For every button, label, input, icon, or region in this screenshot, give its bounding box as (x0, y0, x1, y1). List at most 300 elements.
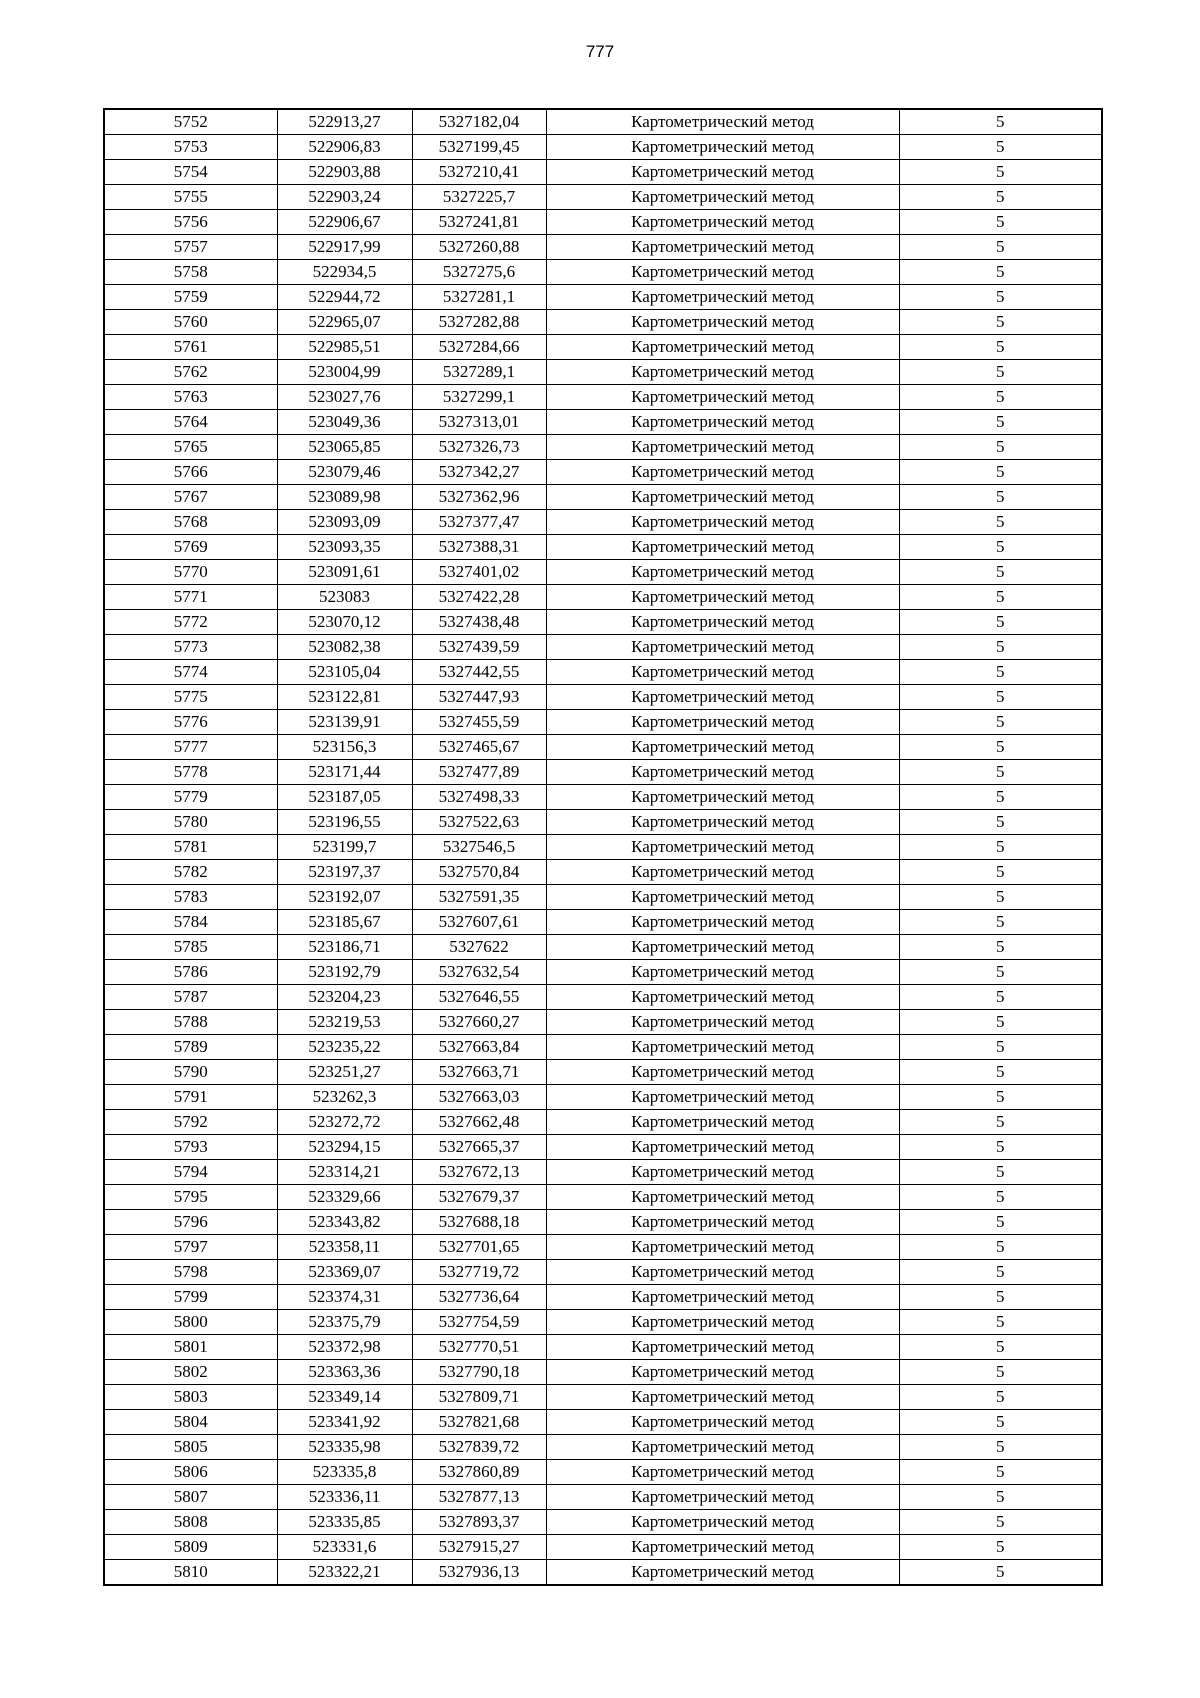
accuracy-cell: 5 (899, 710, 1102, 735)
y-coordinate-cell: 5327284,66 (412, 335, 546, 360)
method-cell: Картометрический метод (546, 1185, 899, 1210)
x-coordinate-cell: 523185,67 (277, 910, 412, 935)
accuracy-cell: 5 (899, 109, 1102, 135)
table-row (104, 1385, 1102, 1410)
method-cell: Картометрический метод (546, 260, 899, 285)
x-coordinate-cell: 523363,36 (277, 1360, 412, 1385)
y-coordinate-cell: 5327809,71 (412, 1385, 546, 1410)
accuracy-cell: 5 (899, 1110, 1102, 1135)
table-row (104, 160, 1102, 185)
method-cell: Картометрический метод (546, 1235, 899, 1260)
method-cell: Картометрический метод (546, 1510, 899, 1535)
method-cell: Картометрический метод (546, 1085, 899, 1110)
x-coordinate-cell: 523070,12 (277, 610, 412, 635)
table-row (104, 1010, 1102, 1035)
method-cell: Картометрический метод (546, 460, 899, 485)
accuracy-cell: 5 (899, 585, 1102, 610)
x-coordinate-cell: 523171,44 (277, 760, 412, 785)
point-number-cell: 5785 (104, 935, 277, 960)
point-number-cell: 5788 (104, 1010, 277, 1035)
x-coordinate-cell: 523004,99 (277, 360, 412, 385)
point-number-cell: 5781 (104, 835, 277, 860)
point-number-cell: 5770 (104, 560, 277, 585)
table-row (104, 485, 1102, 510)
accuracy-cell: 5 (899, 885, 1102, 910)
accuracy-cell: 5 (899, 760, 1102, 785)
table-row (104, 135, 1102, 160)
accuracy-cell: 5 (899, 335, 1102, 360)
method-cell: Картометрический метод (546, 960, 899, 985)
y-coordinate-cell: 5327299,1 (412, 385, 546, 410)
coordinates-table (103, 108, 1103, 1586)
x-coordinate-cell: 523331,6 (277, 1535, 412, 1560)
x-coordinate-cell: 523089,98 (277, 485, 412, 510)
method-cell: Картометрический метод (546, 1360, 899, 1385)
accuracy-cell: 5 (899, 210, 1102, 235)
x-coordinate-cell: 523079,46 (277, 460, 412, 485)
method-cell: Картометрический метод (546, 410, 899, 435)
accuracy-cell: 5 (899, 1210, 1102, 1235)
method-cell: Картометрический метод (546, 560, 899, 585)
accuracy-cell: 5 (899, 135, 1102, 160)
x-coordinate-cell: 523156,3 (277, 735, 412, 760)
method-cell: Картометрический метод (546, 685, 899, 710)
point-number-cell: 5780 (104, 810, 277, 835)
y-coordinate-cell: 5327915,27 (412, 1535, 546, 1560)
table-row (104, 710, 1102, 735)
method-cell: Картометрический метод (546, 535, 899, 560)
method-cell: Картометрический метод (546, 1285, 899, 1310)
x-coordinate-cell: 523065,85 (277, 435, 412, 460)
method-cell: Картометрический метод (546, 710, 899, 735)
x-coordinate-cell: 523122,81 (277, 685, 412, 710)
table-row (104, 535, 1102, 560)
method-cell: Картометрический метод (546, 935, 899, 960)
point-number-cell: 5800 (104, 1310, 277, 1335)
y-coordinate-cell: 5327936,13 (412, 1560, 546, 1586)
point-number-cell: 5805 (104, 1435, 277, 1460)
point-number-cell: 5755 (104, 185, 277, 210)
table-row (104, 810, 1102, 835)
table-row (104, 385, 1102, 410)
point-number-cell: 5808 (104, 1510, 277, 1535)
y-coordinate-cell: 5327632,54 (412, 960, 546, 985)
y-coordinate-cell: 5327860,89 (412, 1460, 546, 1485)
table-row (104, 335, 1102, 360)
point-number-cell: 5782 (104, 860, 277, 885)
method-cell: Картометрический метод (546, 1460, 899, 1485)
table-row (104, 560, 1102, 585)
x-coordinate-cell: 523196,55 (277, 810, 412, 835)
table-row (104, 1185, 1102, 1210)
y-coordinate-cell: 5327839,72 (412, 1435, 546, 1460)
table-row (104, 285, 1102, 310)
table-row (104, 1235, 1102, 1260)
accuracy-cell: 5 (899, 860, 1102, 885)
table-row (104, 860, 1102, 885)
y-coordinate-cell: 5327455,59 (412, 710, 546, 735)
accuracy-cell: 5 (899, 360, 1102, 385)
y-coordinate-cell: 5327342,27 (412, 460, 546, 485)
x-coordinate-cell: 523322,21 (277, 1560, 412, 1586)
y-coordinate-cell: 5327289,1 (412, 360, 546, 385)
point-number-cell: 5810 (104, 1560, 277, 1586)
table-row (104, 1110, 1102, 1135)
x-coordinate-cell: 523314,21 (277, 1160, 412, 1185)
point-number-cell: 5768 (104, 510, 277, 535)
method-cell: Картометрический метод (546, 1010, 899, 1035)
method-cell: Картометрический метод (546, 135, 899, 160)
table-row (104, 1510, 1102, 1535)
point-number-cell: 5754 (104, 160, 277, 185)
point-number-cell: 5777 (104, 735, 277, 760)
point-number-cell: 5792 (104, 1110, 277, 1135)
method-cell: Картометрический метод (546, 910, 899, 935)
accuracy-cell: 5 (899, 735, 1102, 760)
x-coordinate-cell: 523335,85 (277, 1510, 412, 1535)
y-coordinate-cell: 5327660,27 (412, 1010, 546, 1035)
accuracy-cell: 5 (899, 510, 1102, 535)
accuracy-cell: 5 (899, 1385, 1102, 1410)
method-cell: Картометрический метод (546, 510, 899, 535)
accuracy-cell: 5 (899, 1535, 1102, 1560)
table-row (104, 460, 1102, 485)
method-cell: Картометрический метод (546, 1135, 899, 1160)
page-number: 777 (585, 42, 615, 61)
point-number-cell: 5774 (104, 660, 277, 685)
point-number-cell: 5772 (104, 610, 277, 635)
y-coordinate-cell: 5327522,63 (412, 810, 546, 835)
y-coordinate-cell: 5327182,04 (412, 109, 546, 135)
accuracy-cell: 5 (899, 1510, 1102, 1535)
point-number-cell: 5761 (104, 335, 277, 360)
accuracy-cell: 5 (899, 935, 1102, 960)
x-coordinate-cell: 523372,98 (277, 1335, 412, 1360)
table-row (104, 1060, 1102, 1085)
table-row (104, 960, 1102, 985)
point-number-cell: 5769 (104, 535, 277, 560)
accuracy-cell: 5 (899, 1335, 1102, 1360)
accuracy-cell: 5 (899, 960, 1102, 985)
point-number-cell: 5765 (104, 435, 277, 460)
y-coordinate-cell: 5327663,71 (412, 1060, 546, 1085)
point-number-cell: 5760 (104, 310, 277, 335)
y-coordinate-cell: 5327754,59 (412, 1310, 546, 1335)
table-row (104, 1035, 1102, 1060)
table-row (104, 1335, 1102, 1360)
accuracy-cell: 5 (899, 1560, 1102, 1586)
y-coordinate-cell: 5327893,37 (412, 1510, 546, 1535)
method-cell: Картометрический метод (546, 1035, 899, 1060)
table-row (104, 510, 1102, 535)
accuracy-cell: 5 (899, 1310, 1102, 1335)
method-cell: Картометрический метод (546, 860, 899, 885)
method-cell: Картометрический метод (546, 1335, 899, 1360)
point-number-cell: 5758 (104, 260, 277, 285)
method-cell: Картометрический метод (546, 985, 899, 1010)
method-cell: Картометрический метод (546, 1385, 899, 1410)
table-row (104, 1285, 1102, 1310)
x-coordinate-cell: 522934,5 (277, 260, 412, 285)
accuracy-cell: 5 (899, 985, 1102, 1010)
method-cell: Картометрический метод (546, 1160, 899, 1185)
y-coordinate-cell: 5327275,6 (412, 260, 546, 285)
x-coordinate-cell: 523049,36 (277, 410, 412, 435)
y-coordinate-cell: 5327663,84 (412, 1035, 546, 1060)
x-coordinate-cell: 523369,07 (277, 1260, 412, 1285)
method-cell: Картометрический метод (546, 885, 899, 910)
method-cell: Картометрический метод (546, 1060, 899, 1085)
accuracy-cell: 5 (899, 260, 1102, 285)
point-number-cell: 5803 (104, 1385, 277, 1410)
y-coordinate-cell: 5327401,02 (412, 560, 546, 585)
x-coordinate-cell: 523375,79 (277, 1310, 412, 1335)
y-coordinate-cell: 5327282,88 (412, 310, 546, 335)
table-row (104, 260, 1102, 285)
table-row (104, 585, 1102, 610)
accuracy-cell: 5 (899, 1485, 1102, 1510)
y-coordinate-cell: 5327591,35 (412, 885, 546, 910)
y-coordinate-cell: 5327241,81 (412, 210, 546, 235)
point-number-cell: 5763 (104, 385, 277, 410)
accuracy-cell: 5 (899, 1360, 1102, 1385)
y-coordinate-cell: 5327688,18 (412, 1210, 546, 1235)
point-number-cell: 5762 (104, 360, 277, 385)
point-number-cell: 5807 (104, 1485, 277, 1510)
x-coordinate-cell: 523329,66 (277, 1185, 412, 1210)
y-coordinate-cell: 5327442,55 (412, 660, 546, 685)
accuracy-cell: 5 (899, 685, 1102, 710)
method-cell: Картометрический метод (546, 1310, 899, 1335)
method-cell: Картометрический метод (546, 109, 899, 135)
point-number-cell: 5798 (104, 1260, 277, 1285)
y-coordinate-cell: 5327377,47 (412, 510, 546, 535)
accuracy-cell: 5 (899, 1235, 1102, 1260)
accuracy-cell: 5 (899, 535, 1102, 560)
x-coordinate-cell: 522944,72 (277, 285, 412, 310)
y-coordinate-cell: 5327570,84 (412, 860, 546, 885)
point-number-cell: 5799 (104, 1285, 277, 1310)
method-cell: Картометрический метод (546, 835, 899, 860)
accuracy-cell: 5 (899, 610, 1102, 635)
y-coordinate-cell: 5327701,65 (412, 1235, 546, 1260)
x-coordinate-cell: 523192,07 (277, 885, 412, 910)
table-row (104, 735, 1102, 760)
table-row (104, 610, 1102, 635)
table-row (104, 885, 1102, 910)
accuracy-cell: 5 (899, 1410, 1102, 1435)
method-cell: Картометрический метод (546, 310, 899, 335)
table-row (104, 1310, 1102, 1335)
y-coordinate-cell: 5327439,59 (412, 635, 546, 660)
x-coordinate-cell: 523219,53 (277, 1010, 412, 1035)
table-row (104, 1135, 1102, 1160)
accuracy-cell: 5 (899, 1035, 1102, 1060)
accuracy-cell: 5 (899, 435, 1102, 460)
method-cell: Картометрический метод (546, 1210, 899, 1235)
table-row (104, 660, 1102, 685)
accuracy-cell: 5 (899, 810, 1102, 835)
y-coordinate-cell: 5327422,28 (412, 585, 546, 610)
x-coordinate-cell: 523335,98 (277, 1435, 412, 1460)
y-coordinate-cell: 5327477,89 (412, 760, 546, 785)
method-cell: Картометрический метод (546, 1435, 899, 1460)
method-cell: Картометрический метод (546, 1110, 899, 1135)
y-coordinate-cell: 5327607,61 (412, 910, 546, 935)
x-coordinate-cell: 523093,35 (277, 535, 412, 560)
table-row (104, 760, 1102, 785)
table-row (104, 1460, 1102, 1485)
y-coordinate-cell: 5327210,41 (412, 160, 546, 185)
accuracy-cell: 5 (899, 1435, 1102, 1460)
y-coordinate-cell: 5327260,88 (412, 235, 546, 260)
method-cell: Картометрический метод (546, 585, 899, 610)
coordinates-table-body (104, 109, 1102, 1585)
accuracy-cell: 5 (899, 160, 1102, 185)
x-coordinate-cell: 523093,09 (277, 510, 412, 535)
table-row (104, 435, 1102, 460)
point-number-cell: 5793 (104, 1135, 277, 1160)
point-number-cell: 5795 (104, 1185, 277, 1210)
x-coordinate-cell: 523091,61 (277, 560, 412, 585)
x-coordinate-cell: 523083 (277, 585, 412, 610)
method-cell: Картометрический метод (546, 635, 899, 660)
x-coordinate-cell: 523027,76 (277, 385, 412, 410)
x-coordinate-cell: 523192,79 (277, 960, 412, 985)
accuracy-cell: 5 (899, 410, 1102, 435)
method-cell: Картометрический метод (546, 435, 899, 460)
accuracy-cell: 5 (899, 1060, 1102, 1085)
table-row (104, 1485, 1102, 1510)
accuracy-cell: 5 (899, 235, 1102, 260)
point-number-cell: 5797 (104, 1235, 277, 1260)
method-cell: Картометрический метод (546, 1485, 899, 1510)
method-cell: Картометрический метод (546, 1410, 899, 1435)
table-row (104, 210, 1102, 235)
method-cell: Картометрический метод (546, 1560, 899, 1586)
y-coordinate-cell: 5327438,48 (412, 610, 546, 635)
table-row (104, 1360, 1102, 1385)
y-coordinate-cell: 5327646,55 (412, 985, 546, 1010)
accuracy-cell: 5 (899, 560, 1102, 585)
x-coordinate-cell: 522906,83 (277, 135, 412, 160)
point-number-cell: 5757 (104, 235, 277, 260)
x-coordinate-cell: 522903,88 (277, 160, 412, 185)
table-row (104, 1210, 1102, 1235)
accuracy-cell: 5 (899, 1285, 1102, 1310)
point-number-cell: 5756 (104, 210, 277, 235)
y-coordinate-cell: 5327199,45 (412, 135, 546, 160)
method-cell: Картометрический метод (546, 160, 899, 185)
point-number-cell: 5767 (104, 485, 277, 510)
method-cell: Картометрический метод (546, 660, 899, 685)
point-number-cell: 5773 (104, 635, 277, 660)
table-row (104, 835, 1102, 860)
method-cell: Картометрический метод (546, 735, 899, 760)
y-coordinate-cell: 5327665,37 (412, 1135, 546, 1160)
point-number-cell: 5806 (104, 1460, 277, 1485)
accuracy-cell: 5 (899, 185, 1102, 210)
point-number-cell: 5764 (104, 410, 277, 435)
point-number-cell: 5784 (104, 910, 277, 935)
table-row (104, 410, 1102, 435)
y-coordinate-cell: 5327821,68 (412, 1410, 546, 1435)
point-number-cell: 5791 (104, 1085, 277, 1110)
table-row (104, 1160, 1102, 1185)
method-cell: Картометрический метод (546, 485, 899, 510)
point-number-cell: 5796 (104, 1210, 277, 1235)
table-row (104, 1560, 1102, 1586)
table-row (104, 1535, 1102, 1560)
point-number-cell: 5789 (104, 1035, 277, 1060)
y-coordinate-cell: 5327313,01 (412, 410, 546, 435)
point-number-cell: 5804 (104, 1410, 277, 1435)
point-number-cell: 5794 (104, 1160, 277, 1185)
y-coordinate-cell: 5327465,67 (412, 735, 546, 760)
x-coordinate-cell: 522965,07 (277, 310, 412, 335)
point-number-cell: 5786 (104, 960, 277, 985)
x-coordinate-cell: 523197,37 (277, 860, 412, 885)
point-number-cell: 5779 (104, 785, 277, 810)
y-coordinate-cell: 5327662,48 (412, 1110, 546, 1135)
point-number-cell: 5752 (104, 109, 277, 135)
accuracy-cell: 5 (899, 785, 1102, 810)
y-coordinate-cell: 5327362,96 (412, 485, 546, 510)
x-coordinate-cell: 523204,23 (277, 985, 412, 1010)
x-coordinate-cell: 523294,15 (277, 1135, 412, 1160)
point-number-cell: 5787 (104, 985, 277, 1010)
accuracy-cell: 5 (899, 835, 1102, 860)
y-coordinate-cell: 5327736,64 (412, 1285, 546, 1310)
table-row (104, 360, 1102, 385)
x-coordinate-cell: 523251,27 (277, 1060, 412, 1085)
x-coordinate-cell: 522917,99 (277, 235, 412, 260)
accuracy-cell: 5 (899, 1460, 1102, 1485)
accuracy-cell: 5 (899, 1185, 1102, 1210)
accuracy-cell: 5 (899, 1260, 1102, 1285)
table-row (104, 635, 1102, 660)
y-coordinate-cell: 5327546,5 (412, 835, 546, 860)
point-number-cell: 5778 (104, 760, 277, 785)
point-number-cell: 5809 (104, 1535, 277, 1560)
point-number-cell: 5790 (104, 1060, 277, 1085)
x-coordinate-cell: 523199,7 (277, 835, 412, 860)
y-coordinate-cell: 5327790,18 (412, 1360, 546, 1385)
x-coordinate-cell: 523335,8 (277, 1460, 412, 1485)
accuracy-cell: 5 (899, 1160, 1102, 1185)
x-coordinate-cell: 522913,27 (277, 109, 412, 135)
table-row (104, 1435, 1102, 1460)
y-coordinate-cell: 5327719,72 (412, 1260, 546, 1285)
table-row (104, 910, 1102, 935)
table-row (104, 185, 1102, 210)
table-row (104, 109, 1102, 135)
method-cell: Картометрический метод (546, 810, 899, 835)
y-coordinate-cell: 5327326,73 (412, 435, 546, 460)
point-number-cell: 5801 (104, 1335, 277, 1360)
y-coordinate-cell: 5327663,03 (412, 1085, 546, 1110)
accuracy-cell: 5 (899, 485, 1102, 510)
x-coordinate-cell: 523187,05 (277, 785, 412, 810)
method-cell: Картометрический метод (546, 760, 899, 785)
y-coordinate-cell: 5327225,7 (412, 185, 546, 210)
accuracy-cell: 5 (899, 1135, 1102, 1160)
x-coordinate-cell: 523105,04 (277, 660, 412, 685)
point-number-cell: 5753 (104, 135, 277, 160)
x-coordinate-cell: 522903,24 (277, 185, 412, 210)
y-coordinate-cell: 5327679,37 (412, 1185, 546, 1210)
point-number-cell: 5759 (104, 285, 277, 310)
